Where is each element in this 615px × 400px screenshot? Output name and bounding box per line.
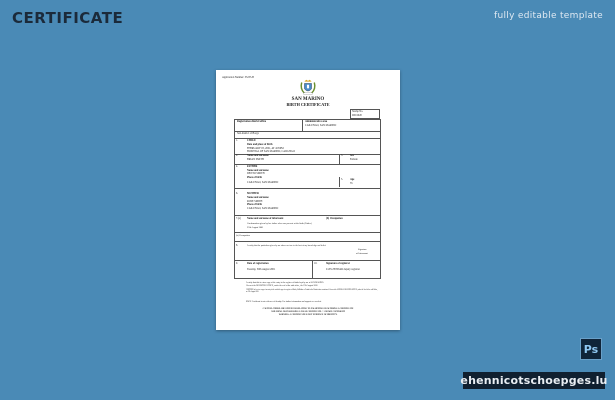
section-2-number: 2. (236, 154, 238, 157)
informant-signature-label: Signature (358, 249, 367, 251)
mother-place-label: Place of birth (247, 203, 262, 206)
footer-line-4: BXCE Certificate is not evidence of identity. For further information and support see overleaf. (246, 301, 322, 303)
photoshop-icon: Ps (580, 338, 602, 360)
informant-label: Name and surname of informant (247, 217, 284, 220)
section-7-number: 7.(a) (236, 217, 241, 220)
certificate-document (216, 70, 400, 330)
child-name-value: BRIAN SMITH (247, 157, 264, 161)
mother-heading: MOTHER (247, 192, 259, 195)
birth-label: Date and place of birth (247, 143, 273, 146)
page-title: CERTIFICATE (12, 9, 124, 27)
section-3-number: 3. (341, 154, 343, 157)
stamp-value: 000/2020 (352, 114, 362, 117)
child-heading: CHILD (247, 139, 256, 142)
informant-date: 27th August 2001 (247, 226, 264, 229)
certify-text: I certify that the particulars given by me above are true to the best of my knowledge and belief. (247, 245, 327, 247)
registration-office-value: Sub-district of Borgo (237, 132, 259, 135)
section-6-number: 6. (236, 192, 238, 195)
coat-of-arms-icon (299, 78, 317, 96)
mother-place-value: CAILUNGO, SAN MARINO (247, 207, 279, 210)
father-place-value: CAILUNGO, SAN MARINO (247, 181, 279, 184)
section-1-number: 1. (236, 139, 238, 142)
father-name-value: DENTO SMITH (247, 172, 265, 175)
admin-area-value: CAILUNGO, SAN MARINO (305, 124, 337, 127)
father-heading: FATHER (247, 165, 258, 168)
footer-line-1: I certify that this is a true copy of the entry in the register of births kept by me at SAN MARINO. (246, 282, 324, 284)
watermark-label: ehennicotschoepges.lu (460, 374, 608, 387)
admin-area-label: Administrative area (305, 120, 328, 123)
registration-office-label: Registration district/office (237, 120, 267, 123)
birth-value-2: HOSPITAL OF SAN MARINO, CAILUNGO (247, 149, 296, 153)
sex-value: Female (350, 157, 358, 161)
sex-label: Sex (350, 154, 354, 157)
section-4-number: 4. (236, 165, 238, 168)
father-place-label: Place of birth (247, 175, 262, 179)
child-name-label: Name and surname (247, 154, 269, 157)
section-7b-placeholder: (b) Occupation (236, 235, 250, 237)
footer-line-3: CERTIFIED to be a true copy of an entry in the certified copy of a register of Births, Stillbirths or Deaths in the District above mentioned. Given at the GENERAL REGISTER OFFICE, under the Seal of the said Office, on 27th August 2020. (246, 290, 378, 293)
registrar-signature-value: LUIS ZENNAR deputy registrar (326, 268, 360, 271)
caution-line-3: WARNING: A CERTIFICATE IS NOT EVIDENCE OF IDENTITY. (278, 314, 338, 316)
document-subtitle: BIRTH CERTIFICATE (286, 102, 330, 107)
mother-name-label: Name and surname (247, 196, 269, 199)
occupation-label: (b) Occupation (326, 217, 343, 220)
registration-date-label: Date of registration (247, 262, 269, 265)
section-5-number: 5. (341, 178, 343, 181)
stamp-label: Stamp No. (352, 110, 364, 113)
section-10-number: 10. (314, 262, 318, 265)
document-title: SAN MARINO (291, 97, 325, 102)
informant-signature-value: of Informant (356, 253, 368, 255)
registrar-signature-label: Signature of registrar (326, 262, 350, 265)
birth-value-1: FEBRUARY 03, 2001, AT 4:05PM (247, 146, 284, 150)
caution-line-2: AND USING OR POSSESSING A FALSE CERTIFICATE. © CROWN COPYRIGHT (271, 311, 345, 313)
section-8-number: 8. (236, 244, 238, 247)
caution-line-1: CAUTION: THERE ARE OFFENCES RELATING TO FALSIFYING OR ALTERING A CERTIFICATE (262, 308, 354, 310)
father-age-value: 35 (350, 181, 353, 185)
application-number: Application Number: 35235-B (222, 76, 254, 79)
section-9-number: 9. (236, 262, 238, 265)
informant-value: Confirmation given by her father who was present at the birth (Father) (247, 223, 312, 225)
registration-date-value: Tuesday, 30th August 2001 (247, 268, 276, 271)
father-name-label: Name and surname (247, 169, 269, 172)
father-age-label: Age (350, 178, 355, 181)
mother-name-value: ROSE SMITH (247, 199, 263, 203)
page-subtitle: fully editable template (494, 11, 603, 21)
footer-line-2: Given at the REGISTER OFFICE, under the seal of the said office, the 27th August 2020 (246, 285, 318, 287)
